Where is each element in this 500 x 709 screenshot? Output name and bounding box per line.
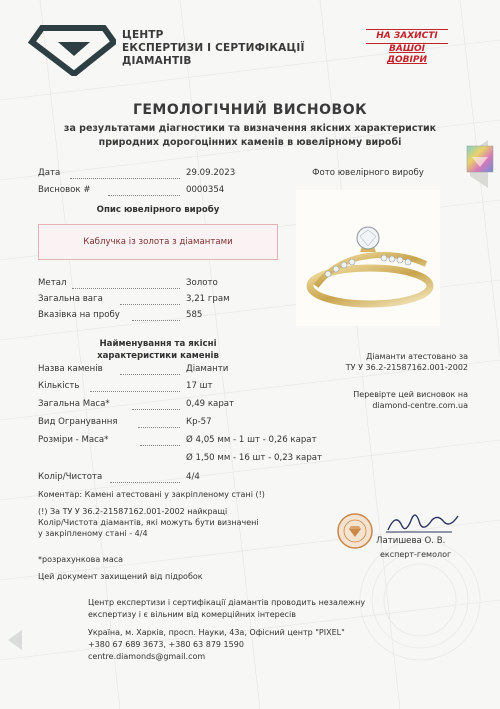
calc-note: *розрахункова маса [38, 555, 124, 564]
footer-line-1: Центр експертизи і сертифікації діамантів проводить незалежну [88, 598, 366, 607]
ring-photo [296, 190, 440, 326]
size-value-2: Ø 1,50 мм - 16 шт - 0,23 карат [186, 453, 323, 463]
tu-line-1: (!) За ТУ У 36.2-21587162.001-2002 найкращі [38, 507, 228, 516]
metal-label: Метал [38, 278, 67, 288]
weight-label: Загальна вага [38, 294, 103, 304]
cut-value: Кр-57 [186, 417, 212, 427]
footer [88, 597, 448, 663]
logo-line-1: ЦЕНТР [122, 29, 164, 41]
cut-label: Вид Огранування [38, 417, 118, 427]
date-value: 29.09.2023 [186, 168, 236, 178]
dots [70, 178, 180, 179]
number-label: Висновок # [38, 185, 91, 195]
document-subtitle [40, 122, 460, 150]
color-clarity-label: Колір/Чистота [38, 472, 103, 482]
subtitle-line-2: природних дорогоцінних каменів в ювелірному виробі [98, 137, 402, 148]
dots [72, 288, 180, 289]
stone-mass-label: Загальна Маса* [38, 399, 110, 409]
stone-name-value: Діаманти [186, 364, 229, 374]
verify-line-1: Перевірте цей висновок на [353, 390, 468, 399]
dots [140, 445, 180, 446]
attestation-note [300, 351, 468, 373]
signer-name: Латишева О. В. [376, 536, 446, 546]
stone-mass-value: 0,49 карат [186, 399, 235, 409]
hallmark-label: Вказівка на пробу [38, 310, 120, 320]
attest-line-2: ТУ У 36.2-21587162.001-2002 [345, 363, 468, 372]
stone-name-label: Назва каменів [38, 364, 103, 374]
hallmark-value: 585 [186, 310, 203, 320]
signature-icon [382, 508, 462, 538]
attest-line-1: Діаманти атестовано за [366, 352, 468, 361]
diamond-logo-icon [28, 22, 116, 76]
footer-address: Україна, м. Харків, просп. Науки, 43а, Офісний центр "PIXEL" [88, 628, 345, 637]
dots [120, 304, 180, 305]
item-description: Каблучка із золота з діамантами [83, 237, 233, 247]
stones-section-heading [38, 338, 278, 362]
ring-icon [296, 190, 440, 326]
verify-link[interactable]: diamond-centre.com.ua [372, 401, 468, 410]
dots [138, 427, 180, 428]
verify-note [300, 389, 468, 411]
center-name [122, 29, 305, 68]
dots [132, 320, 180, 321]
number-value: 0000354 [186, 185, 225, 195]
footer-phones: +380 67 689 3673, +380 63 879 1590 [88, 640, 244, 649]
item-section-heading: Опис ювелірного виробу [96, 205, 220, 215]
seal-icon [336, 512, 374, 550]
dots [132, 409, 180, 410]
size-value-1: Ø 4,05 мм - 1 шт - 0,26 карат [186, 435, 317, 445]
footer-email[interactable]: centre.diamonds@gmail.com [88, 652, 206, 661]
stone-count-value: 17 шт [186, 381, 213, 391]
stone-count-label: Кількість [38, 381, 80, 391]
date-label: Дата [38, 168, 61, 178]
weight-value: 3,21 грам [186, 294, 230, 304]
tu-line-3: у закріпленому стані - 4/4 [38, 529, 148, 538]
trust-stamp [366, 29, 448, 69]
logo-line-2: ЕКСПЕРТИЗИ І СЕРТИФІКАЦІЇ [122, 42, 305, 54]
dots [108, 195, 180, 196]
dots [90, 391, 180, 392]
stones-heading-line-1: Найменування та якісні [99, 339, 217, 349]
document-title: ГЕМОЛОГІЧНИЙ ВИСНОВОК [132, 102, 368, 118]
photo-caption: Фото ювелірного виробу [312, 168, 424, 178]
stamp-line-3: ДОВІРИ [386, 55, 427, 65]
tu-line-2: Колір/Чистота діамантів, які можуть бути визначені [38, 518, 259, 527]
stamp-line-1: НА ЗАХИСТІ [366, 29, 448, 44]
subtitle-line-1: за результатами діагностики та визначення якісних характеристик [63, 123, 437, 134]
stamp-line-2: ВАШОЇ [389, 44, 425, 54]
hologram-icon [466, 145, 494, 173]
protected-note: Цей документ захищений від підробок [38, 572, 203, 581]
tu-note [38, 506, 259, 539]
dots [120, 374, 180, 375]
stones-heading-line-2: характеристики каменів [97, 351, 219, 361]
item-description-box [38, 224, 278, 260]
metal-value: Золото [186, 278, 218, 288]
comment-note: Коментар: Камені атестовані у закріпленому стані (!) [38, 490, 265, 499]
dots [110, 482, 180, 483]
signer-role: експерт-гемолог [380, 550, 452, 559]
logo-line-3: ДІАМАНТІВ [122, 55, 192, 67]
color-clarity-value: 4/4 [186, 472, 200, 482]
footer-line-2: експертизу і є вільним від комерційних інтересів [88, 610, 296, 619]
sizes-label: Розміри - Маса* [38, 435, 109, 445]
